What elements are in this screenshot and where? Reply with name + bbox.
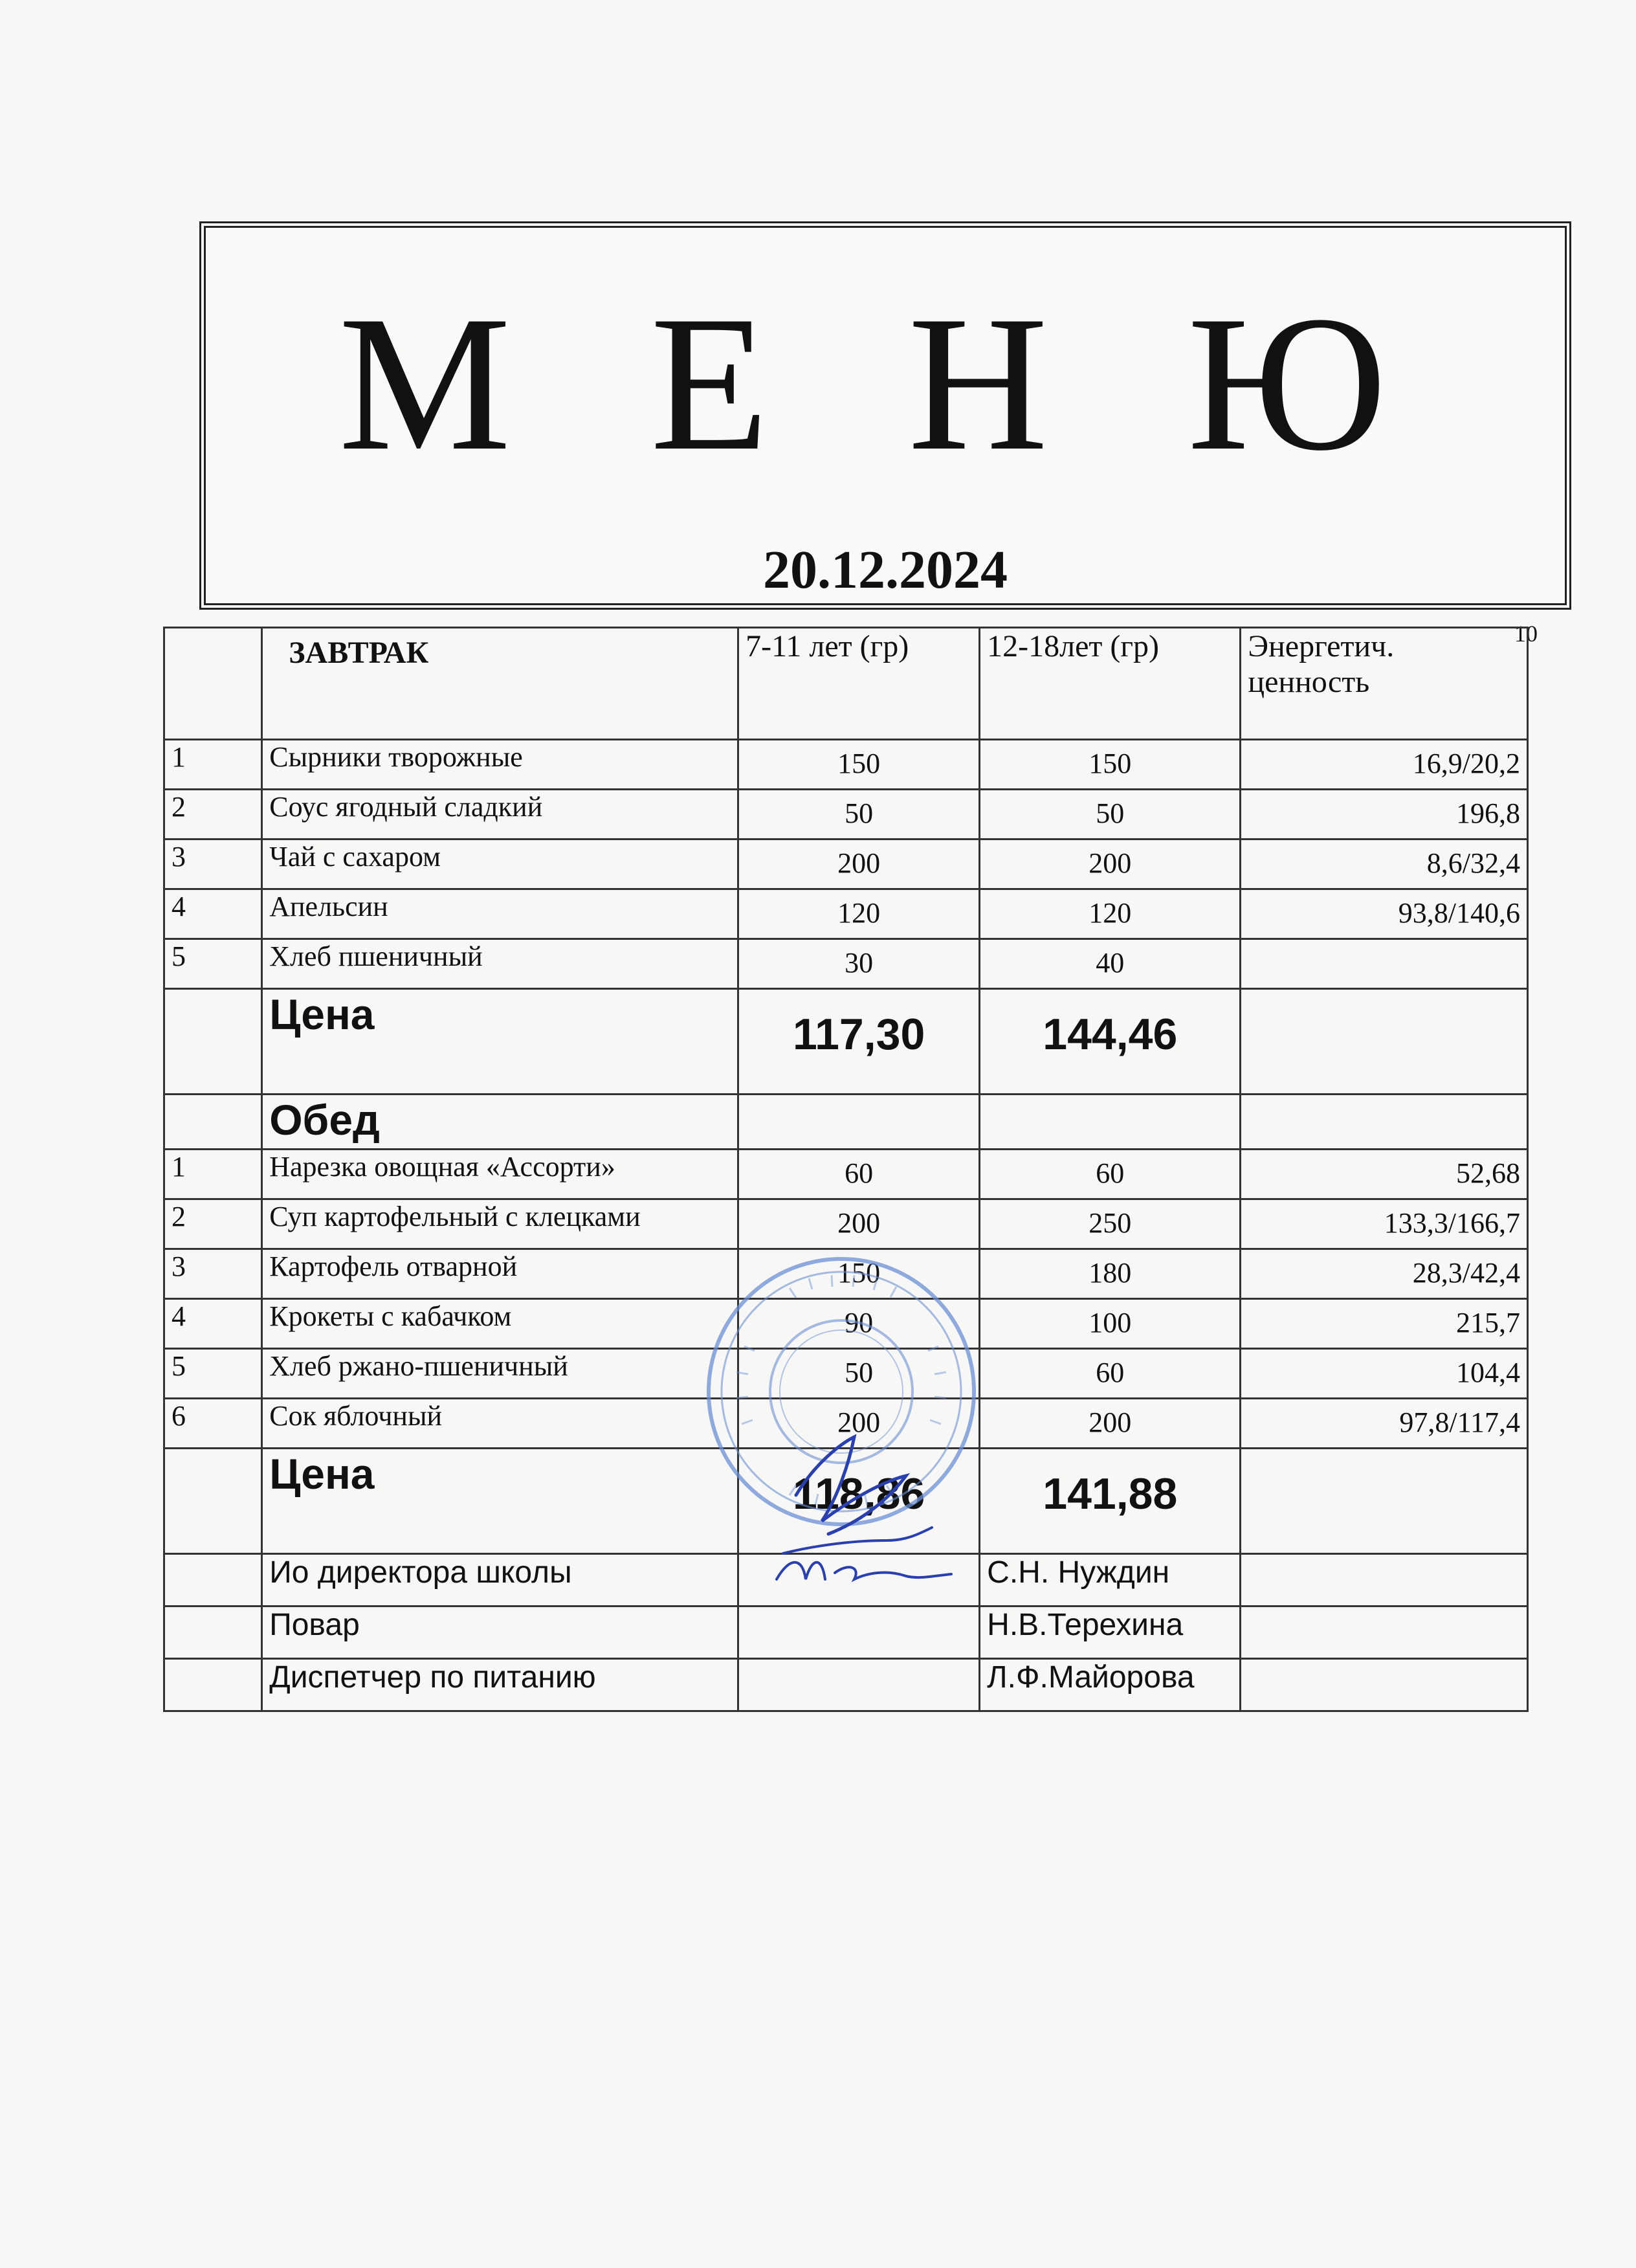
portion-12-18: 100: [980, 1299, 1241, 1349]
lunch-label: Обед: [262, 1095, 738, 1150]
row-number: 1: [164, 740, 262, 790]
signature-name: Л.Ф.Майорова: [980, 1659, 1241, 1711]
document-title: М Е Н Ю: [338, 276, 1432, 491]
empty-cell: [1241, 1659, 1528, 1711]
row-number: 3: [164, 1249, 262, 1299]
energy-value: 104,4: [1241, 1349, 1528, 1399]
title-box: [199, 221, 1571, 610]
empty-cell: [1241, 1554, 1528, 1606]
empty-cell: [164, 989, 262, 1095]
energy-value: 28,3/42,4: [1241, 1249, 1528, 1299]
portion-7-11: 150: [738, 740, 980, 790]
table-row: [164, 1249, 1528, 1299]
portion-7-11: 200: [738, 1199, 980, 1249]
breakfast-price-row: [164, 989, 1528, 1095]
table-row: [164, 939, 1528, 989]
portion-7-11: 200: [738, 1399, 980, 1449]
signature-row: [164, 1554, 1528, 1606]
table-row: [164, 740, 1528, 790]
row-number: 3: [164, 839, 262, 889]
table-row: [164, 1299, 1528, 1349]
dish-name: Крокеты с кабачком: [262, 1299, 738, 1349]
table-row: [164, 1150, 1528, 1199]
portion-12-18: 150: [980, 740, 1241, 790]
price-7-11: 118,86: [738, 1449, 980, 1554]
price-12-18: 144,46: [980, 989, 1241, 1095]
row-number: 2: [164, 1199, 262, 1249]
document-date: 20.12.2024: [763, 540, 1008, 600]
energy-value: 52,68: [1241, 1150, 1528, 1199]
energy-value: 215,7: [1241, 1299, 1528, 1349]
dish-name: Нарезка овощная «Ассорти»: [262, 1150, 738, 1199]
portion-7-11: 30: [738, 939, 980, 989]
empty-cell: [164, 1659, 262, 1711]
empty-cell: [164, 1606, 262, 1659]
energy-value: 196,8: [1241, 790, 1528, 839]
price-12-18: 141,88: [980, 1449, 1241, 1554]
signature-role: Диспетчер по питанию: [262, 1659, 738, 1711]
dish-name: Соус ягодный сладкий: [262, 790, 738, 839]
price-label: Цена: [262, 989, 738, 1095]
energy-value: 8,6/32,4: [1241, 839, 1528, 889]
portion-12-18: 200: [980, 1399, 1241, 1449]
portion-7-11: 50: [738, 790, 980, 839]
signature-row: [164, 1606, 1528, 1659]
row-number: 5: [164, 1349, 262, 1399]
signature-space: [738, 1606, 980, 1659]
menu-table: [163, 627, 1529, 1712]
portion-12-18: 250: [980, 1199, 1241, 1249]
portion-12-18: 40: [980, 939, 1241, 989]
signature-name: Н.В.Терехина: [980, 1606, 1241, 1659]
empty-cell: [164, 1095, 262, 1150]
portion-12-18: 180: [980, 1249, 1241, 1299]
dish-name: Апельсин: [262, 889, 738, 939]
dish-name: Картофель отварной: [262, 1249, 738, 1299]
energy-value: 16,9/20,2: [1241, 740, 1528, 790]
dish-name: Чай с сахаром: [262, 839, 738, 889]
energy-value: 97,8/117,4: [1241, 1399, 1528, 1449]
dish-name: Хлеб пшеничный: [262, 939, 738, 989]
empty-cell: [1241, 1095, 1528, 1150]
row-number: 6: [164, 1399, 262, 1449]
portion-12-18: 120: [980, 889, 1241, 939]
header-age-a: 7-11 лет (гр): [738, 628, 980, 740]
dish-name: Суп картофельный с клецками: [262, 1199, 738, 1249]
table-row: [164, 889, 1528, 939]
empty-cell: [1241, 989, 1528, 1095]
row-number: 1: [164, 1150, 262, 1199]
signature-space: [738, 1659, 980, 1711]
dish-name: Сырники творожные: [262, 740, 738, 790]
table-row: [164, 790, 1528, 839]
header-section: ЗАВТРАК: [262, 628, 738, 740]
portion-7-11: 60: [738, 1150, 980, 1199]
table-header-row: [164, 628, 1528, 740]
energy-value: 133,3/166,7: [1241, 1199, 1528, 1249]
empty-cell: [738, 1095, 980, 1150]
empty-cell: [164, 1449, 262, 1554]
row-number: 5: [164, 939, 262, 989]
portion-12-18: 200: [980, 839, 1241, 889]
row-number: 2: [164, 790, 262, 839]
portion-7-11: 200: [738, 839, 980, 889]
energy-value: 93,8/140,6: [1241, 889, 1528, 939]
signature-role: Повар: [262, 1606, 738, 1659]
header-age-b: 12-18лет (гр): [980, 628, 1241, 740]
lunch-price-row: [164, 1449, 1528, 1554]
row-number: 4: [164, 889, 262, 939]
row-number: 4: [164, 1299, 262, 1349]
header-energy: Энергетич. ценность: [1241, 628, 1528, 740]
table-row: [164, 839, 1528, 889]
empty-cell: [1241, 1606, 1528, 1659]
signature-space: [738, 1554, 980, 1606]
signature-name: С.Н. Нуждин: [980, 1554, 1241, 1606]
portion-12-18: 60: [980, 1150, 1241, 1199]
dish-name: Хлеб ржано-пшеничный: [262, 1349, 738, 1399]
empty-cell: [980, 1095, 1241, 1150]
table-row: [164, 1399, 1528, 1449]
lunch-section-row: [164, 1095, 1528, 1150]
price-7-11: 117,30: [738, 989, 980, 1095]
portion-12-18: 60: [980, 1349, 1241, 1399]
empty-cell: [164, 1554, 262, 1606]
page-number: 10: [1514, 621, 1538, 647]
portion-12-18: 50: [980, 790, 1241, 839]
empty-cell: [1241, 1449, 1528, 1554]
portion-7-11: 150: [738, 1249, 980, 1299]
dish-name: Сок яблочный: [262, 1399, 738, 1449]
signature-row: [164, 1659, 1528, 1711]
table-row: [164, 1199, 1528, 1249]
portion-7-11: 120: [738, 889, 980, 939]
price-label: Цена: [262, 1449, 738, 1554]
energy-value: [1241, 939, 1528, 989]
header-num-cell: [164, 628, 262, 740]
table-row: [164, 1349, 1528, 1399]
portion-7-11: 50: [738, 1349, 980, 1399]
signature-role: Ио директора школы: [262, 1554, 738, 1606]
portion-7-11: 90: [738, 1299, 980, 1349]
